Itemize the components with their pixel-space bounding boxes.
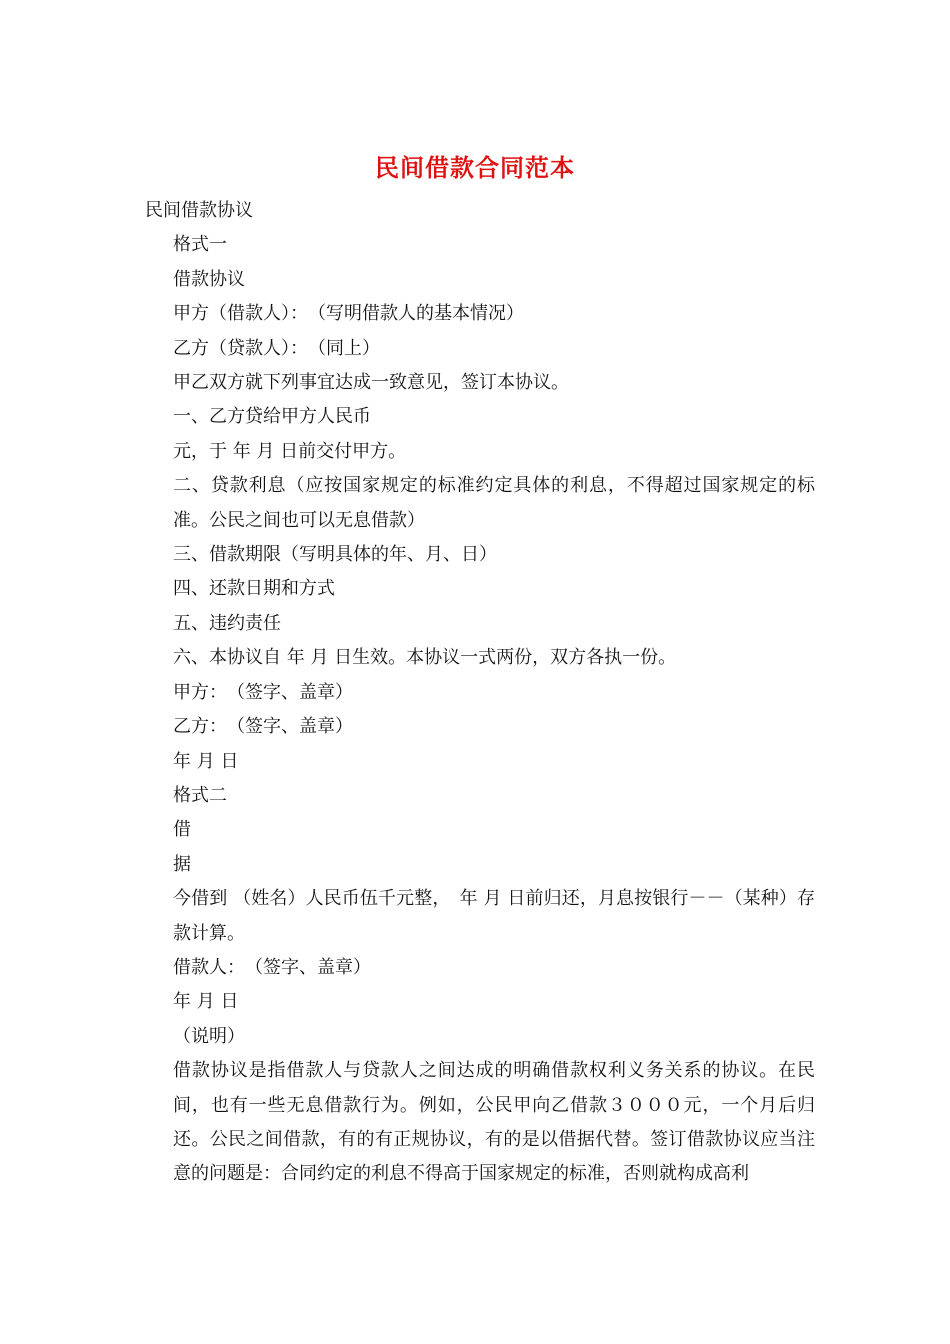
document-title: 民间借款合同范本 [375, 153, 575, 182]
paragraph: 甲乙双方就下列事宜达成一致意见，签订本协议。 [173, 372, 569, 394]
paragraph: 六、本协议自 年 月 日生效。本协议一式两份，双方各执一份。 [173, 647, 677, 669]
paragraph: 甲方（借款人）： （写明借款人的基本情况） [173, 303, 524, 325]
paragraph: 格式二 [173, 784, 227, 806]
paragraph: 甲方： （签字、盖章） [173, 681, 353, 703]
paragraph: 民间借款协议 [145, 200, 253, 221]
paragraph: 据 [173, 853, 191, 875]
paragraph: 四、还款日期和方式 [173, 578, 335, 600]
paragraph: 借款协议 [173, 268, 245, 290]
document-body [145, 194, 815, 1192]
paragraph: 二、贷款利息（应按国家规定的标准约定具体的利息，不得超过国家规定的标准。公民之间也可以无息借款） [173, 475, 815, 531]
paragraph: 年 月 日 [173, 750, 239, 772]
paragraph: 借 [173, 819, 191, 841]
paragraph: 借款人： （签字、盖章） [173, 956, 371, 978]
paragraph: 年 月 日 [173, 991, 239, 1013]
paragraph: 一、乙方贷给甲方人民币 [173, 406, 371, 428]
paragraph: 五、违约责任 [173, 612, 281, 634]
paragraph: 乙方： （签字、盖章） [173, 716, 353, 738]
paragraph: （说明） [173, 1025, 245, 1047]
paragraph: 借款协议是指借款人与贷款人之间达成的明确借款权利义务关系的协议。在民间，也有一些无息借款行为。例如，公民甲向乙借款３０００元，一个月后归还。公民之间借款，有的有正规协议，有的是以借据代替。签订借款协议应当注意的问题是：合同约定的利息不得高于国家规定的标准，否则就构成高利 [173, 1060, 815, 1185]
paragraph: 格式一 [173, 234, 227, 256]
paragraph: 今借到 （姓名）人民币伍千元整， 年 月 日前归还，月息按银行－－（某种）存款计算。 [173, 888, 815, 944]
paragraph: 乙方（贷款人）： （同上） [173, 337, 380, 359]
paragraph: 三、借款期限（写明具体的年、月、日） [173, 544, 497, 566]
paragraph: 元，于 年 月 日前交付甲方。 [173, 440, 407, 462]
